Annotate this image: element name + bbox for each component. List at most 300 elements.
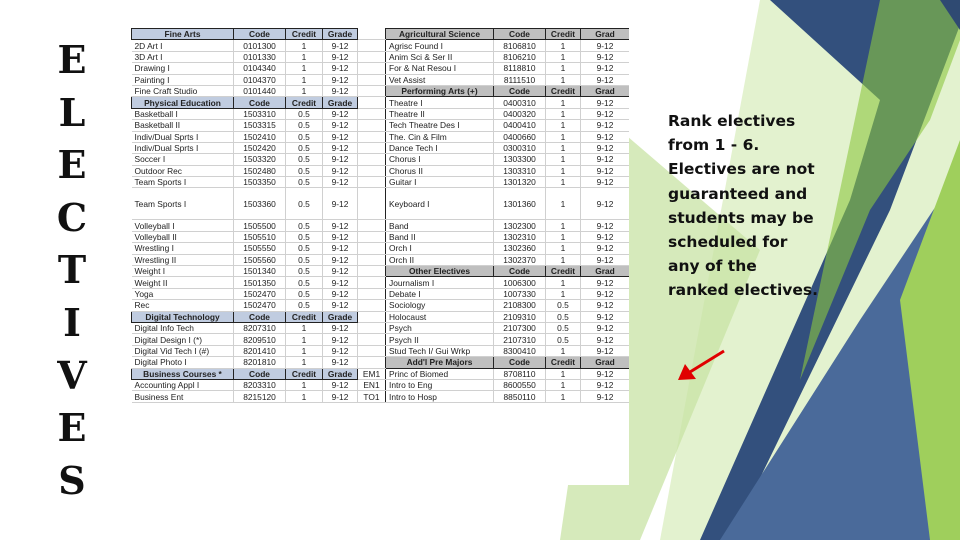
left-header-credit: Credit xyxy=(286,97,323,108)
right-code-cell: 0400320 xyxy=(494,108,546,119)
right-credit-cell: 1 xyxy=(546,345,581,356)
right-name-cell: Intro to Hosp xyxy=(386,391,494,402)
right-grade-cell: 9-12 xyxy=(581,63,630,74)
right-grade-cell: 9-12 xyxy=(581,120,630,131)
right-grade-cell: 9-12 xyxy=(581,368,630,379)
left-credit-cell: 0.5 xyxy=(286,243,323,254)
right-code-cell: 2107300 xyxy=(494,322,546,333)
table-row xyxy=(132,120,630,131)
spacer-cell xyxy=(358,288,386,299)
left-credit-cell: 0.5 xyxy=(286,165,323,176)
right-code-cell: 1302360 xyxy=(494,243,546,254)
right-name-cell: Band xyxy=(386,220,494,231)
left-grade-cell: 9-12 xyxy=(323,357,358,368)
left-grade-cell: 9-12 xyxy=(323,266,358,277)
title-letter: V xyxy=(57,352,87,398)
left-header-code: Code xyxy=(234,368,286,379)
right-header-name: Other Electives xyxy=(386,266,494,277)
table-row xyxy=(132,63,630,74)
right-code-cell: 2107310 xyxy=(494,334,546,345)
left-header-name: Fine Arts xyxy=(132,29,234,40)
left-credit-cell: 1 xyxy=(286,379,323,390)
title-letter: C xyxy=(56,194,88,240)
left-header-code: Code xyxy=(234,97,286,108)
table-row xyxy=(132,231,630,242)
right-name-cell: Dance Tech I xyxy=(386,142,494,153)
right-credit-cell: 1 xyxy=(546,379,581,390)
left-credit-cell: 0.5 xyxy=(286,142,323,153)
table-row xyxy=(132,177,630,188)
right-credit-cell: 1 xyxy=(546,391,581,402)
table-row xyxy=(132,85,630,96)
left-credit-cell: 0.5 xyxy=(286,154,323,165)
left-code-cell: 1505510 xyxy=(234,231,286,242)
right-header-code: Code xyxy=(494,29,546,40)
right-grade-cell: 9-12 xyxy=(581,131,630,142)
left-credit-cell: 1 xyxy=(286,63,323,74)
left-header-grade: Grade xyxy=(323,97,358,108)
left-name-cell: Volleyball II xyxy=(132,231,234,242)
right-credit-cell: 1 xyxy=(546,74,581,85)
spacer-cell xyxy=(358,108,386,119)
right-name-cell: Band II xyxy=(386,231,494,242)
right-grade-cell: 9-12 xyxy=(581,74,630,85)
right-credit-cell: 1 xyxy=(546,40,581,51)
right-code-cell: 8118810 xyxy=(494,63,546,74)
right-name-cell: Sociology xyxy=(386,300,494,311)
note-line: guaranteed and xyxy=(668,184,808,203)
left-name-cell: Outdoor Rec xyxy=(132,165,234,176)
left-name-cell: 2D Art I xyxy=(132,40,234,51)
table-row xyxy=(132,288,630,299)
table-row xyxy=(132,322,630,333)
spacer-cell xyxy=(358,322,386,333)
spacer-cell xyxy=(358,188,386,220)
right-code-cell: 1302310 xyxy=(494,231,546,242)
note-line: Electives are not xyxy=(668,160,815,179)
right-code-cell: 8600550 xyxy=(494,379,546,390)
left-code-cell: 1502470 xyxy=(234,288,286,299)
left-code-cell: 0104340 xyxy=(234,63,286,74)
left-credit-cell: 1 xyxy=(286,334,323,345)
spacer-cell xyxy=(358,254,386,265)
right-credit-cell: 1 xyxy=(546,243,581,254)
right-name-cell: Theatre I xyxy=(386,97,494,108)
left-name-cell: Indiv/Dual Sprts I xyxy=(132,131,234,142)
left-code-cell: 0104370 xyxy=(234,74,286,85)
right-credit-cell: 0.5 xyxy=(546,322,581,333)
right-name-cell: Intro to Eng xyxy=(386,379,494,390)
right-grade-cell: 9-12 xyxy=(581,243,630,254)
spacer-cell xyxy=(358,85,386,96)
left-grade-cell: 9-12 xyxy=(323,51,358,62)
right-name-cell: Keyboard I xyxy=(386,188,494,220)
left-header-code: Code xyxy=(234,311,286,322)
left-grade-cell: 9-12 xyxy=(323,300,358,311)
left-credit-cell: 0.5 xyxy=(286,188,323,220)
spacer-cell xyxy=(358,357,386,368)
right-header-name: Agricultural Science xyxy=(386,29,494,40)
right-header-code: Code xyxy=(494,357,546,368)
right-grade-cell: 9-12 xyxy=(581,311,630,322)
table-row xyxy=(132,154,630,165)
left-grade-cell: 9-12 xyxy=(323,165,358,176)
left-credit-cell: 0.5 xyxy=(286,220,323,231)
table-row xyxy=(132,40,630,51)
left-name-cell: Digital Info Tech xyxy=(132,322,234,333)
right-credit-cell: 1 xyxy=(546,220,581,231)
table-row xyxy=(132,97,630,108)
title-letter: I xyxy=(63,299,81,345)
right-grade-cell: 9-12 xyxy=(581,322,630,333)
right-grade-cell: 9-12 xyxy=(581,254,630,265)
right-name-cell: Vet Assist xyxy=(386,74,494,85)
spacer-cell xyxy=(358,177,386,188)
red-arrow-icon xyxy=(676,348,728,384)
left-grade-cell: 9-12 xyxy=(323,63,358,74)
left-grade-cell: 9-12 xyxy=(323,254,358,265)
right-name-cell: Agrisc Found I xyxy=(386,40,494,51)
left-header-grade: Grade xyxy=(323,368,358,379)
right-code-cell: 8111510 xyxy=(494,74,546,85)
right-code-cell: 0400410 xyxy=(494,120,546,131)
right-credit-cell: 0.5 xyxy=(546,300,581,311)
left-header-grade: Grade xyxy=(323,29,358,40)
right-grade-cell: 9-12 xyxy=(581,51,630,62)
left-header-name: Digital Technology xyxy=(132,311,234,322)
left-name-cell: Digital Vid Tech I (#) xyxy=(132,345,234,356)
table-row xyxy=(132,131,630,142)
left-header-code: Code xyxy=(234,29,286,40)
right-grade-cell: 9-12 xyxy=(581,40,630,51)
left-name-cell: Weight I xyxy=(132,266,234,277)
right-code-cell: 0400660 xyxy=(494,131,546,142)
right-code-cell: 0300310 xyxy=(494,142,546,153)
spacer-cell xyxy=(358,300,386,311)
spacer-cell: TO1 xyxy=(358,391,386,402)
left-grade-cell: 9-12 xyxy=(323,108,358,119)
right-header-code: Code xyxy=(494,266,546,277)
table-row xyxy=(132,311,630,322)
right-name-cell: Stud Tech I/ Gui Wrkp xyxy=(386,345,494,356)
right-code-cell: 8708110 xyxy=(494,368,546,379)
left-name-cell: Fine Craft Studio xyxy=(132,85,234,96)
right-grade-cell: 9-12 xyxy=(581,300,630,311)
left-name-cell: Yoga xyxy=(132,288,234,299)
table-row xyxy=(132,108,630,119)
spacer-cell xyxy=(358,154,386,165)
left-name-cell: Painting I xyxy=(132,74,234,85)
left-grade-cell: 9-12 xyxy=(323,188,358,220)
left-grade-cell: 9-12 xyxy=(323,85,358,96)
spacer-cell xyxy=(358,277,386,288)
spacer-cell: EM1 xyxy=(358,368,386,379)
spacer-cell xyxy=(358,51,386,62)
table-row xyxy=(132,391,630,402)
left-code-cell: 1505560 xyxy=(234,254,286,265)
spacer-cell xyxy=(358,120,386,131)
right-credit-cell: 1 xyxy=(546,368,581,379)
spacer-cell xyxy=(358,40,386,51)
right-name-cell: Princ of Biomed xyxy=(386,368,494,379)
left-name-cell: Digital Photo I xyxy=(132,357,234,368)
left-credit-cell: 1 xyxy=(286,322,323,333)
right-header-name: Add'l Pre Majors xyxy=(386,357,494,368)
note-line: from 1 - 6. xyxy=(668,136,760,155)
right-header-credit: Credit xyxy=(546,29,581,40)
left-code-cell: 1503350 xyxy=(234,177,286,188)
left-credit-cell: 1 xyxy=(286,85,323,96)
left-name-cell: Business Ent xyxy=(132,391,234,402)
instruction-note xyxy=(668,109,858,303)
right-name-cell: Psych II xyxy=(386,334,494,345)
left-code-cell: 1502480 xyxy=(234,165,286,176)
table-row xyxy=(132,254,630,265)
right-grade-cell: 9-12 xyxy=(581,334,630,345)
table-row xyxy=(132,345,630,356)
left-grade-cell: 9-12 xyxy=(323,379,358,390)
right-code-cell: 8300410 xyxy=(494,345,546,356)
spacer-cell xyxy=(358,243,386,254)
title-letter: S xyxy=(58,457,86,503)
right-grade-cell: 9-12 xyxy=(581,277,630,288)
right-credit-cell: 0.5 xyxy=(546,334,581,345)
right-credit-cell: 1 xyxy=(546,120,581,131)
right-header-grade: Grad xyxy=(581,85,630,96)
note-line: Rank electives xyxy=(668,112,796,130)
right-header-grade: Grad xyxy=(581,357,630,368)
table-row xyxy=(132,357,630,368)
note-line: students may be xyxy=(668,208,814,227)
left-code-cell: 1505500 xyxy=(234,220,286,231)
spacer-cell xyxy=(358,97,386,108)
left-code-cell: 1505550 xyxy=(234,243,286,254)
left-grade-cell: 9-12 xyxy=(323,277,358,288)
title-letter: L xyxy=(58,89,86,135)
left-credit-cell: 0.5 xyxy=(286,177,323,188)
right-grade-cell: 9-12 xyxy=(581,142,630,153)
left-name-cell: Accounting Appl I xyxy=(132,379,234,390)
right-grade-cell: 9-12 xyxy=(581,177,630,188)
right-code-cell: 1302300 xyxy=(494,220,546,231)
left-name-cell: Basketball I xyxy=(132,108,234,119)
table-row xyxy=(132,379,630,390)
right-grade-cell: 9-12 xyxy=(581,231,630,242)
right-grade-cell: 9-12 xyxy=(581,97,630,108)
right-credit-cell: 1 xyxy=(546,277,581,288)
left-grade-cell: 9-12 xyxy=(323,288,358,299)
table-row xyxy=(132,51,630,62)
spacer-cell xyxy=(358,311,386,322)
spacer-cell xyxy=(358,63,386,74)
left-code-cell: 0101440 xyxy=(234,85,286,96)
left-name-cell: Digital Design I (*) xyxy=(132,334,234,345)
right-credit-cell: 1 xyxy=(546,165,581,176)
table-row xyxy=(132,243,630,254)
left-code-cell: 1501340 xyxy=(234,266,286,277)
left-grade-cell: 9-12 xyxy=(323,334,358,345)
right-code-cell: 8850110 xyxy=(494,391,546,402)
table-row xyxy=(132,165,630,176)
left-code-cell: 8201810 xyxy=(234,357,286,368)
table-row xyxy=(132,277,630,288)
right-header-grade: Grad xyxy=(581,266,630,277)
left-name-cell: Volleyball I xyxy=(132,220,234,231)
spacer-cell xyxy=(358,29,386,40)
right-grade-cell: 9-12 xyxy=(581,188,630,220)
title-letter: E xyxy=(57,405,87,451)
right-grade-cell: 9-12 xyxy=(581,154,630,165)
title-letter: E xyxy=(57,142,87,188)
right-header-grade: Grad xyxy=(581,29,630,40)
left-code-cell: 8201410 xyxy=(234,345,286,356)
table-row xyxy=(132,142,630,153)
right-name-cell: Orch II xyxy=(386,254,494,265)
right-credit-cell: 1 xyxy=(546,254,581,265)
right-code-cell: 1303300 xyxy=(494,154,546,165)
right-name-cell: Chorus I xyxy=(386,154,494,165)
right-header-credit: Credit xyxy=(546,85,581,96)
left-grade-cell: 9-12 xyxy=(323,345,358,356)
left-credit-cell: 0.5 xyxy=(286,288,323,299)
spacer-cell xyxy=(358,334,386,345)
right-code-cell: 1303310 xyxy=(494,165,546,176)
right-name-cell: Orch I xyxy=(386,243,494,254)
left-grade-cell: 9-12 xyxy=(323,131,358,142)
right-code-cell: 0400310 xyxy=(494,97,546,108)
left-name-cell: Soccer I xyxy=(132,154,234,165)
left-code-cell: 1502470 xyxy=(234,300,286,311)
left-credit-cell: 1 xyxy=(286,40,323,51)
left-name-cell: Wrestling II xyxy=(132,254,234,265)
left-grade-cell: 9-12 xyxy=(323,142,358,153)
spacer-cell xyxy=(358,142,386,153)
right-credit-cell: 1 xyxy=(546,63,581,74)
right-name-cell: Tech Theatre Des I xyxy=(386,120,494,131)
right-name-cell: The. Cin & Film xyxy=(386,131,494,142)
left-code-cell: 0101330 xyxy=(234,51,286,62)
spacer-cell xyxy=(358,74,386,85)
right-name-cell: Journalism I xyxy=(386,277,494,288)
spacer-cell xyxy=(358,345,386,356)
spacer-cell xyxy=(358,165,386,176)
left-grade-cell: 9-12 xyxy=(323,231,358,242)
arrow-head xyxy=(678,364,696,380)
left-name-cell: Team Sports I xyxy=(132,188,234,220)
right-name-cell: Debate I xyxy=(386,288,494,299)
arrow-shaft xyxy=(690,351,724,372)
left-name-cell: 3D Art I xyxy=(132,51,234,62)
right-code-cell: 8106810 xyxy=(494,40,546,51)
left-grade-cell: 9-12 xyxy=(323,391,358,402)
left-credit-cell: 0.5 xyxy=(286,254,323,265)
left-name-cell: Indiv/Dual Sprts I xyxy=(132,142,234,153)
left-name-cell: Team Sports I xyxy=(132,177,234,188)
left-header-credit: Credit xyxy=(286,29,323,40)
right-code-cell: 1301320 xyxy=(494,177,546,188)
left-grade-cell: 9-12 xyxy=(323,322,358,333)
left-header-credit: Credit xyxy=(286,368,323,379)
right-code-cell: 2108300 xyxy=(494,300,546,311)
left-code-cell: 1502410 xyxy=(234,131,286,142)
left-grade-cell: 9-12 xyxy=(323,120,358,131)
right-grade-cell: 9-12 xyxy=(581,165,630,176)
right-credit-cell: 1 xyxy=(546,131,581,142)
right-name-cell: For & Nat Resou I xyxy=(386,63,494,74)
electives-table xyxy=(131,28,629,403)
left-code-cell: 0101300 xyxy=(234,40,286,51)
left-header-name: Business Courses * xyxy=(132,368,234,379)
right-grade-cell: 9-12 xyxy=(581,220,630,231)
right-name-cell: Chorus II xyxy=(386,165,494,176)
left-credit-cell: 1 xyxy=(286,345,323,356)
spacer-cell: EN1 xyxy=(358,379,386,390)
left-header-grade: Grade xyxy=(323,311,358,322)
left-code-cell: 8209510 xyxy=(234,334,286,345)
note-line: ranked electives. xyxy=(668,281,819,300)
left-credit-cell: 0.5 xyxy=(286,231,323,242)
right-code-cell: 1301360 xyxy=(494,188,546,220)
left-header-credit: Credit xyxy=(286,311,323,322)
table-row xyxy=(132,300,630,311)
left-code-cell: 8203310 xyxy=(234,379,286,390)
right-credit-cell: 1 xyxy=(546,108,581,119)
right-grade-cell: 9-12 xyxy=(581,391,630,402)
left-code-cell: 1501350 xyxy=(234,277,286,288)
right-grade-cell: 9-12 xyxy=(581,108,630,119)
right-credit-cell: 1 xyxy=(546,177,581,188)
right-credit-cell: 1 xyxy=(546,288,581,299)
table-row xyxy=(132,266,630,277)
title-letter: E xyxy=(57,37,87,82)
left-header-name: Physical Education xyxy=(132,97,234,108)
right-credit-cell: 1 xyxy=(546,231,581,242)
right-header-credit: Credit xyxy=(546,266,581,277)
left-grade-cell: 9-12 xyxy=(323,74,358,85)
right-credit-cell: 0.5 xyxy=(546,311,581,322)
note-line: any of the xyxy=(668,257,757,276)
left-code-cell: 1503310 xyxy=(234,108,286,119)
right-grade-cell: 9-12 xyxy=(581,379,630,390)
left-credit-cell: 0.5 xyxy=(286,277,323,288)
right-name-cell: Psych xyxy=(386,322,494,333)
right-header-code: Code xyxy=(494,85,546,96)
left-code-cell: 8215120 xyxy=(234,391,286,402)
left-credit-cell: 0.5 xyxy=(286,120,323,131)
right-credit-cell: 1 xyxy=(546,188,581,220)
right-code-cell: 1006300 xyxy=(494,277,546,288)
right-code-cell: 2109310 xyxy=(494,311,546,322)
electives-spreadsheet xyxy=(131,28,629,485)
left-credit-cell: 0.5 xyxy=(286,131,323,142)
left-name-cell: Weight II xyxy=(132,277,234,288)
table-row xyxy=(132,220,630,231)
spacer-cell xyxy=(358,266,386,277)
spacer-cell xyxy=(358,220,386,231)
left-code-cell: 8207310 xyxy=(234,322,286,333)
left-code-cell: 1502420 xyxy=(234,142,286,153)
left-code-cell: 1503360 xyxy=(234,188,286,220)
right-code-cell: 8106210 xyxy=(494,51,546,62)
left-credit-cell: 1 xyxy=(286,357,323,368)
right-header-name: Performing Arts (+) xyxy=(386,85,494,96)
left-name-cell: Wrestling I xyxy=(132,243,234,254)
left-grade-cell: 9-12 xyxy=(323,177,358,188)
title-letter: T xyxy=(57,247,87,293)
right-code-cell: 1007330 xyxy=(494,288,546,299)
left-name-cell: Basketball II xyxy=(132,120,234,131)
right-name-cell: Theatre II xyxy=(386,108,494,119)
